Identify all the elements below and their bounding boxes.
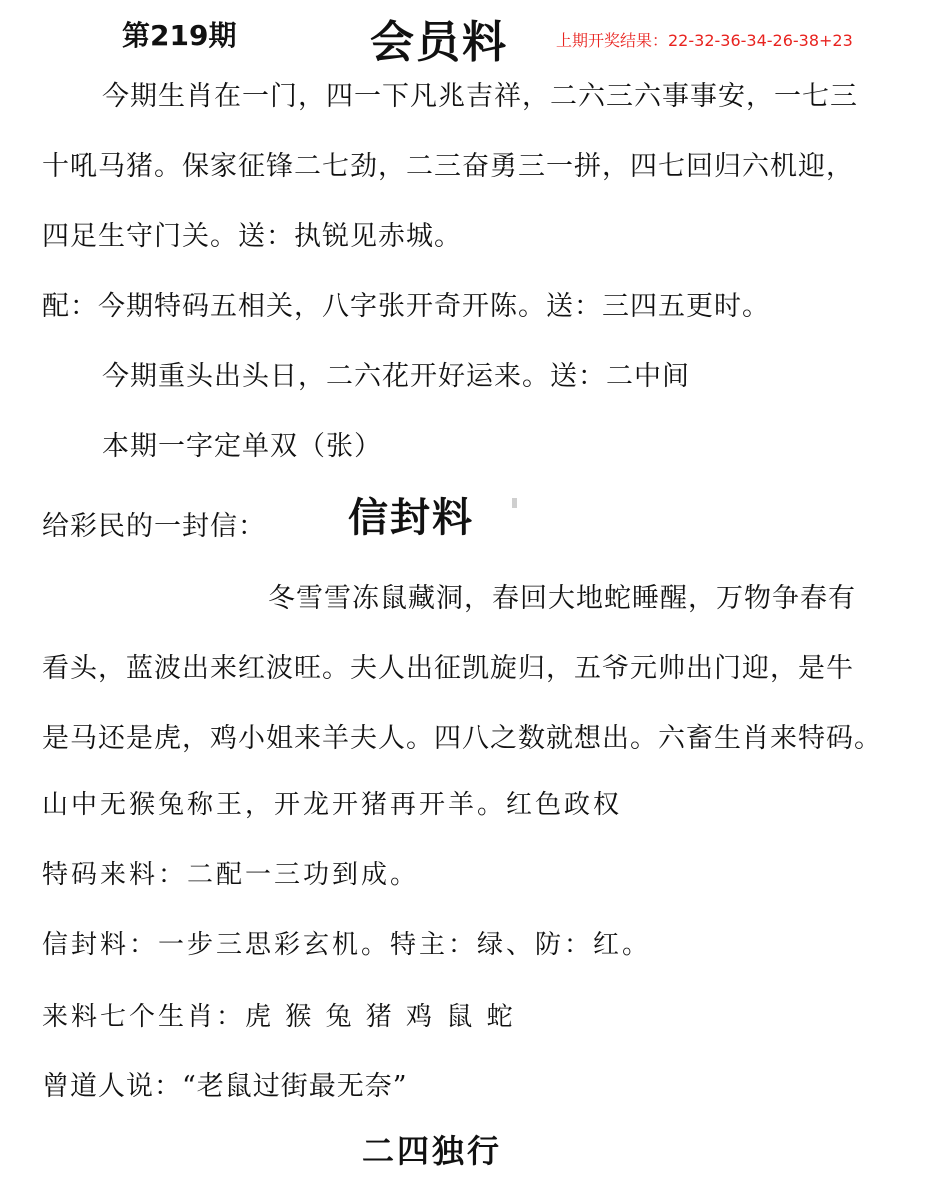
- last-draw-result: 上期开奖结果：22-32-36-34-26-38+23: [556, 31, 853, 50]
- letter-label: 给彩民的一封信：: [42, 511, 266, 542]
- letter-line-5: 特码来料：二配一三功到成。: [42, 860, 420, 890]
- letter-line-7: 来料七个生肖：虎 猴 兔 猪 鸡 鼠 蛇: [42, 1002, 516, 1032]
- letter-line-8: 曾道人说：“老鼠过街最无奈”: [42, 1071, 408, 1102]
- member-line-3: 四足生守门关。送：执锐见赤城。: [42, 221, 462, 252]
- footer-title: 二四独行: [362, 1132, 503, 1170]
- member-line-1: 今期生肖在一门，四一下凡兆吉祥，二六三六事事安，一七三: [102, 81, 858, 112]
- member-line-6: 本期一字定单双（张）: [102, 431, 382, 462]
- letter-title: 信封料: [348, 494, 474, 541]
- letter-line-3: 是马还是虎，鸡小姐来羊夫人。四八之数就想出。六畜生肖来特码。: [42, 723, 882, 754]
- letter-line-1: 冬雪雪冻鼠藏洞，春回大地蛇睡醒，万物争春有: [268, 583, 856, 614]
- scan-speck: [512, 498, 517, 508]
- page-title: 会员料: [370, 17, 508, 68]
- letter-line-4: 山中无猴兔称王，开龙开猪再开羊。红色政权: [42, 790, 623, 820]
- member-line-4: 配：今期特码五相关，八字张开奇开陈。送：三四五更时。: [42, 291, 770, 322]
- letter-line-6: 信封料：一步三思彩玄机。特主：绿、防：红。: [42, 930, 652, 960]
- issue-number: 第219期: [122, 19, 237, 52]
- letter-line-2: 看头，蓝波出来红波旺。夫人出征凯旋归，五爷元帅出门迎，是牛: [42, 653, 854, 684]
- member-line-5: 今期重头出头日，二六花开好运来。送：二中间: [102, 361, 690, 392]
- member-line-2: 十吼马猪。保家征锋二七劲，二三奋勇三一拼，四七回归六机迎，: [42, 151, 854, 182]
